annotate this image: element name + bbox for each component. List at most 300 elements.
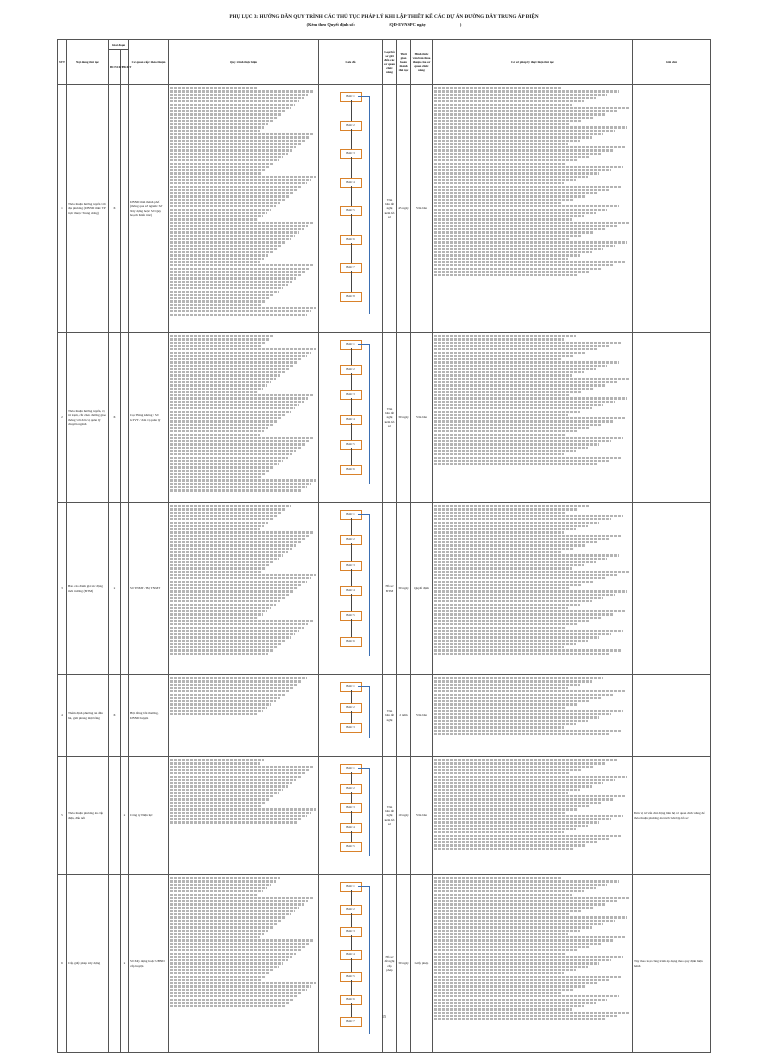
flow-step-box: Bước 4 [340, 586, 362, 596]
flow-connector [351, 129, 352, 150]
text-line [170, 887, 267, 889]
row-form: Văn bản [411, 757, 433, 875]
row-name: Thỏa thuận phương án cấp điện, đấu nối [67, 757, 109, 875]
text-line [170, 1002, 289, 1004]
text-line [170, 205, 276, 207]
text-line [434, 798, 613, 800]
text-line [170, 348, 316, 350]
text-line [170, 133, 314, 135]
row-note [633, 333, 711, 503]
text-line [434, 264, 613, 266]
text-line [434, 463, 598, 465]
text-line [434, 716, 599, 718]
text-line [434, 143, 568, 145]
text-line [170, 149, 292, 151]
row-procedure-text [169, 675, 319, 757]
row-form: Văn bản [411, 85, 433, 333]
flow-connector [351, 913, 352, 928]
text-line [434, 358, 562, 360]
text-line [170, 117, 277, 119]
table-row [58, 675, 711, 757]
flow-connector [351, 448, 352, 465]
text-line [434, 535, 621, 537]
flow-connector [351, 935, 352, 950]
row-stt: 1 [58, 85, 67, 333]
text-line [170, 209, 271, 211]
text-line [170, 969, 274, 971]
flow-step-box: Bước 2 [340, 365, 362, 375]
text-line [434, 802, 601, 804]
text-line [434, 730, 621, 732]
flow-step-box: Bước 5 [340, 206, 362, 216]
flow-connector [351, 348, 352, 365]
text-line [434, 900, 617, 902]
row-flowchart [319, 503, 383, 675]
row-form: Giấy phép [411, 875, 433, 1053]
flowchart [320, 504, 381, 672]
flow-step-box: Bước 3 [340, 723, 362, 733]
text-line [434, 710, 623, 712]
text-line [434, 541, 598, 543]
text-line [170, 710, 263, 712]
text-line [170, 653, 268, 655]
text-line [170, 291, 279, 293]
text-line [434, 946, 590, 948]
text-line [170, 314, 307, 316]
text-line [434, 972, 564, 974]
row-bcnckt: X [109, 333, 121, 503]
flowchart [320, 86, 381, 330]
text-line [170, 551, 288, 553]
flow-step-box: Bước 4 [340, 950, 362, 960]
text-line [434, 643, 576, 645]
text-line [434, 268, 601, 270]
text-line [434, 769, 582, 771]
text-line [170, 254, 268, 256]
text-line [170, 407, 295, 409]
text-line [434, 140, 580, 142]
text-line [434, 117, 594, 119]
text-line [170, 972, 270, 974]
text-line [170, 110, 286, 112]
text-line [434, 677, 603, 679]
text-line [434, 848, 574, 850]
text-line [170, 979, 261, 981]
document-header [0, 14, 768, 27]
text-line [170, 304, 261, 306]
text-line [434, 90, 619, 92]
text-line [434, 966, 588, 968]
text-line [170, 538, 305, 540]
text-line [434, 274, 578, 276]
text-line [434, 828, 576, 830]
flow-connector [351, 690, 352, 703]
text-line [170, 430, 264, 432]
text-line [170, 684, 298, 686]
row-procedure-text [169, 875, 319, 1053]
text-line [170, 554, 283, 556]
text-line [434, 999, 607, 1001]
row-stt: 3 [58, 503, 67, 675]
text-line [170, 581, 307, 583]
text-line [170, 561, 274, 563]
flow-step-box: Bước 1 [340, 340, 362, 350]
text-line [170, 627, 304, 629]
text-line [170, 512, 282, 514]
text-line [170, 933, 264, 935]
text-line [170, 680, 302, 682]
text-line [170, 558, 279, 560]
flow-connector [351, 243, 352, 264]
text-line [170, 202, 280, 204]
text-line [434, 607, 568, 609]
text-line [170, 930, 268, 932]
text-line [434, 700, 590, 702]
text-line [434, 238, 570, 240]
flow-connector [351, 373, 352, 390]
text-line [170, 310, 311, 312]
text-line [434, 149, 613, 151]
text-line [170, 805, 261, 807]
row-tkkt [121, 675, 129, 757]
text-line [434, 649, 621, 651]
flow-step-box: Bước 3 [340, 390, 362, 400]
text-line [434, 440, 611, 442]
text-line [434, 417, 625, 419]
text-line [170, 489, 302, 491]
text-line [170, 192, 293, 194]
text-line [170, 687, 293, 689]
text-line [434, 684, 580, 686]
text-line [170, 284, 288, 286]
text-line [170, 420, 277, 422]
text-line [434, 231, 594, 233]
text-line [170, 877, 280, 879]
text-line [170, 600, 280, 602]
table-row [58, 503, 711, 675]
text-line [434, 97, 596, 99]
text-line [170, 597, 285, 599]
text-line [170, 391, 258, 393]
text-line [434, 271, 590, 273]
text-line [434, 926, 592, 928]
text-line [170, 136, 310, 138]
text-line [170, 946, 305, 948]
text-line [170, 959, 288, 961]
text-line [170, 182, 307, 184]
text-line [434, 623, 578, 625]
text-line [434, 212, 596, 214]
text-line [434, 522, 599, 524]
text-line [434, 531, 564, 533]
col-luu-do: Lưu đồ [319, 40, 383, 85]
row-time: 30 ngày [397, 503, 411, 675]
text-line [434, 636, 599, 638]
row-agency: UBND tỉnh thành phố (thông qua sở ngành: Sở Xây dựng hoặc Sở Quy hoạch Kiến trúc) [129, 85, 169, 333]
text-line [170, 808, 316, 810]
flow-step-box: Bước 6 [340, 465, 362, 475]
text-line [434, 707, 566, 709]
text-line [170, 782, 292, 784]
text-line [434, 434, 566, 436]
text-line [170, 548, 292, 550]
text-line [434, 782, 603, 784]
text-line [170, 690, 289, 692]
text-line [170, 766, 314, 768]
text-line [434, 581, 594, 583]
text-line [170, 531, 314, 533]
text-line [434, 776, 627, 778]
text-line [434, 992, 562, 994]
text-line [170, 577, 311, 579]
text-line [170, 447, 301, 449]
col-co-so: Cơ sở pháp lý thực hiện thủ tục [433, 40, 633, 85]
flow-step-box: Bước 3 [340, 149, 362, 159]
text-line [170, 126, 264, 128]
text-line [170, 992, 302, 994]
flow-connector [351, 980, 352, 995]
text-line [170, 100, 299, 102]
text-line [170, 989, 307, 991]
flow-connector [351, 619, 352, 636]
text-line [170, 610, 267, 612]
text-line [170, 87, 258, 89]
text-line [434, 785, 592, 787]
text-line [170, 949, 301, 951]
text-line [170, 338, 270, 340]
flow-feedback-line [369, 514, 370, 656]
text-line [434, 411, 580, 413]
text-line [434, 258, 568, 260]
text-line [434, 759, 617, 761]
table-body [58, 85, 711, 1053]
flow-feedback-line [358, 768, 369, 769]
col-quy-trinh: Quy trình thực hiện [169, 40, 319, 85]
text-line [170, 394, 313, 396]
row-note: Tùy theo loại công trình áp dụng theo quy định hiện hành [633, 875, 711, 1053]
flow-step-box: Bước 6 [340, 995, 362, 1005]
text-line [170, 120, 273, 122]
text-line [170, 900, 308, 902]
row-stt: 6 [58, 875, 67, 1053]
table-row [58, 85, 711, 333]
text-line [170, 297, 270, 299]
text-line [170, 345, 261, 347]
text-line [434, 808, 578, 810]
text-line [170, 623, 308, 625]
row-note [633, 675, 711, 757]
text-line [170, 884, 271, 886]
text-line [170, 218, 258, 220]
text-line [170, 199, 285, 201]
text-line [434, 877, 562, 879]
flow-step-box: Bước 2 [340, 703, 362, 713]
text-line [170, 923, 277, 925]
text-line [434, 199, 574, 201]
text-line [170, 976, 266, 978]
text-line [434, 245, 615, 247]
flow-step-box: Bước 5 [340, 842, 362, 852]
row-agency: Cục Hàng không / Sở GTVT / đơn vị quản lý [129, 333, 169, 503]
flow-connector [351, 772, 352, 784]
text-line [434, 590, 627, 592]
text-line [434, 381, 617, 383]
text-line [170, 939, 314, 941]
row-name: Cấp giấy phép xây dựng [67, 875, 109, 1053]
row-stt: 5 [58, 757, 67, 875]
row-tkkt [121, 333, 129, 503]
text-line [434, 995, 619, 997]
text-line [170, 479, 316, 481]
text-line [170, 361, 298, 363]
text-line [170, 355, 307, 357]
text-line [170, 294, 274, 296]
flow-connector [351, 543, 352, 560]
text-line [434, 720, 588, 722]
text-line [170, 401, 304, 403]
text-line [170, 762, 260, 764]
text-line [170, 522, 268, 524]
text-line [434, 779, 615, 781]
text-line [434, 835, 621, 837]
text-line [434, 126, 627, 128]
text-line [434, 831, 564, 833]
text-line [170, 466, 274, 468]
row-time: 45 ngày [397, 85, 411, 333]
text-line [170, 894, 258, 896]
row-form: Văn bản [411, 333, 433, 503]
flow-step-box: Bước 7 [340, 1017, 362, 1027]
text-line [434, 680, 592, 682]
text-line [434, 453, 564, 455]
text-line [434, 733, 609, 735]
text-line [170, 225, 308, 227]
table-row [58, 875, 711, 1053]
text-line [434, 574, 617, 576]
text-line [170, 759, 264, 761]
text-line [170, 795, 274, 797]
text-line [434, 508, 578, 510]
text-line [434, 1002, 596, 1004]
text-line [170, 541, 301, 543]
text-line [170, 785, 288, 787]
text-line [170, 307, 316, 309]
text-line [170, 890, 263, 892]
text-line [170, 397, 308, 399]
text-line [170, 159, 279, 161]
text-line [170, 779, 296, 781]
text-line [170, 594, 289, 596]
text-line [434, 450, 576, 452]
procedure-table [57, 39, 711, 1053]
text-line [170, 342, 266, 344]
row-flowchart [319, 333, 383, 503]
text-line [434, 726, 564, 728]
col-co-quan: Cơ quan cấp/ thỏa thuận [129, 40, 169, 85]
row-note: Đơn vị tư vấn chủ động liên hệ cơ quan chức năng để thỏa thuận phương án trước khi lập hồ sơ [633, 757, 711, 875]
text-line [434, 943, 601, 945]
text-line [434, 687, 568, 689]
text-line [434, 953, 566, 955]
row-tkkt [121, 503, 129, 675]
text-line [434, 179, 576, 181]
flowchart [320, 876, 381, 1050]
text-line [170, 470, 270, 472]
row-document-type: Hồ sơ đề nghị cấp phép [383, 875, 397, 1053]
flow-step-box: Bước 2 [340, 535, 362, 545]
text-line [170, 443, 305, 445]
text-line [434, 844, 586, 846]
row-note [633, 503, 711, 675]
text-line [434, 617, 601, 619]
text-line [170, 995, 298, 997]
text-line [170, 424, 273, 426]
text-line [434, 723, 576, 725]
text-line [434, 825, 588, 827]
text-line [170, 245, 282, 247]
flow-connector [351, 100, 352, 121]
text-line [170, 966, 279, 968]
text-line [434, 792, 568, 794]
text-line [434, 897, 629, 899]
text-line [434, 613, 613, 615]
text-line [434, 923, 603, 925]
text-line [170, 97, 304, 99]
text-line [170, 104, 295, 106]
text-line [434, 697, 601, 699]
col-thoi-gian: Thời gian hoàn thành thủ tục [397, 40, 411, 85]
text-line [170, 300, 266, 302]
text-line [434, 646, 564, 648]
text-line [434, 222, 629, 224]
text-line [434, 228, 605, 230]
flow-feedback-line [369, 344, 370, 484]
text-line [434, 884, 607, 886]
text-line [170, 587, 298, 589]
text-line [434, 202, 562, 204]
text-line [434, 594, 615, 596]
text-line [170, 156, 283, 158]
text-line [170, 571, 261, 573]
text-line [434, 887, 596, 889]
text-line [434, 1005, 584, 1007]
text-line [434, 694, 613, 696]
text-line [434, 136, 592, 138]
text-line [170, 411, 291, 413]
col-hinh-thuc: Hình thức văn bản thỏa thuận của cơ quan chức năng [411, 40, 433, 85]
text-line [170, 473, 266, 475]
text-line [434, 391, 582, 393]
text-line [434, 460, 609, 462]
row-flowchart [319, 675, 383, 757]
text-line [170, 677, 307, 679]
text-line [434, 133, 603, 135]
text-line [434, 107, 629, 109]
text-line [170, 617, 258, 619]
row-document-type: Hồ sơ ĐTM [383, 503, 397, 675]
text-line [170, 172, 261, 174]
flow-feedback-line [369, 886, 370, 1034]
text-line [170, 94, 308, 96]
text-line [434, 989, 574, 991]
text-line [170, 335, 274, 337]
text-line [170, 238, 291, 240]
text-line [434, 251, 592, 253]
row-time: 30 ngày [397, 333, 411, 503]
text-line [434, 561, 596, 563]
text-line [434, 345, 609, 347]
flow-connector [351, 214, 352, 235]
